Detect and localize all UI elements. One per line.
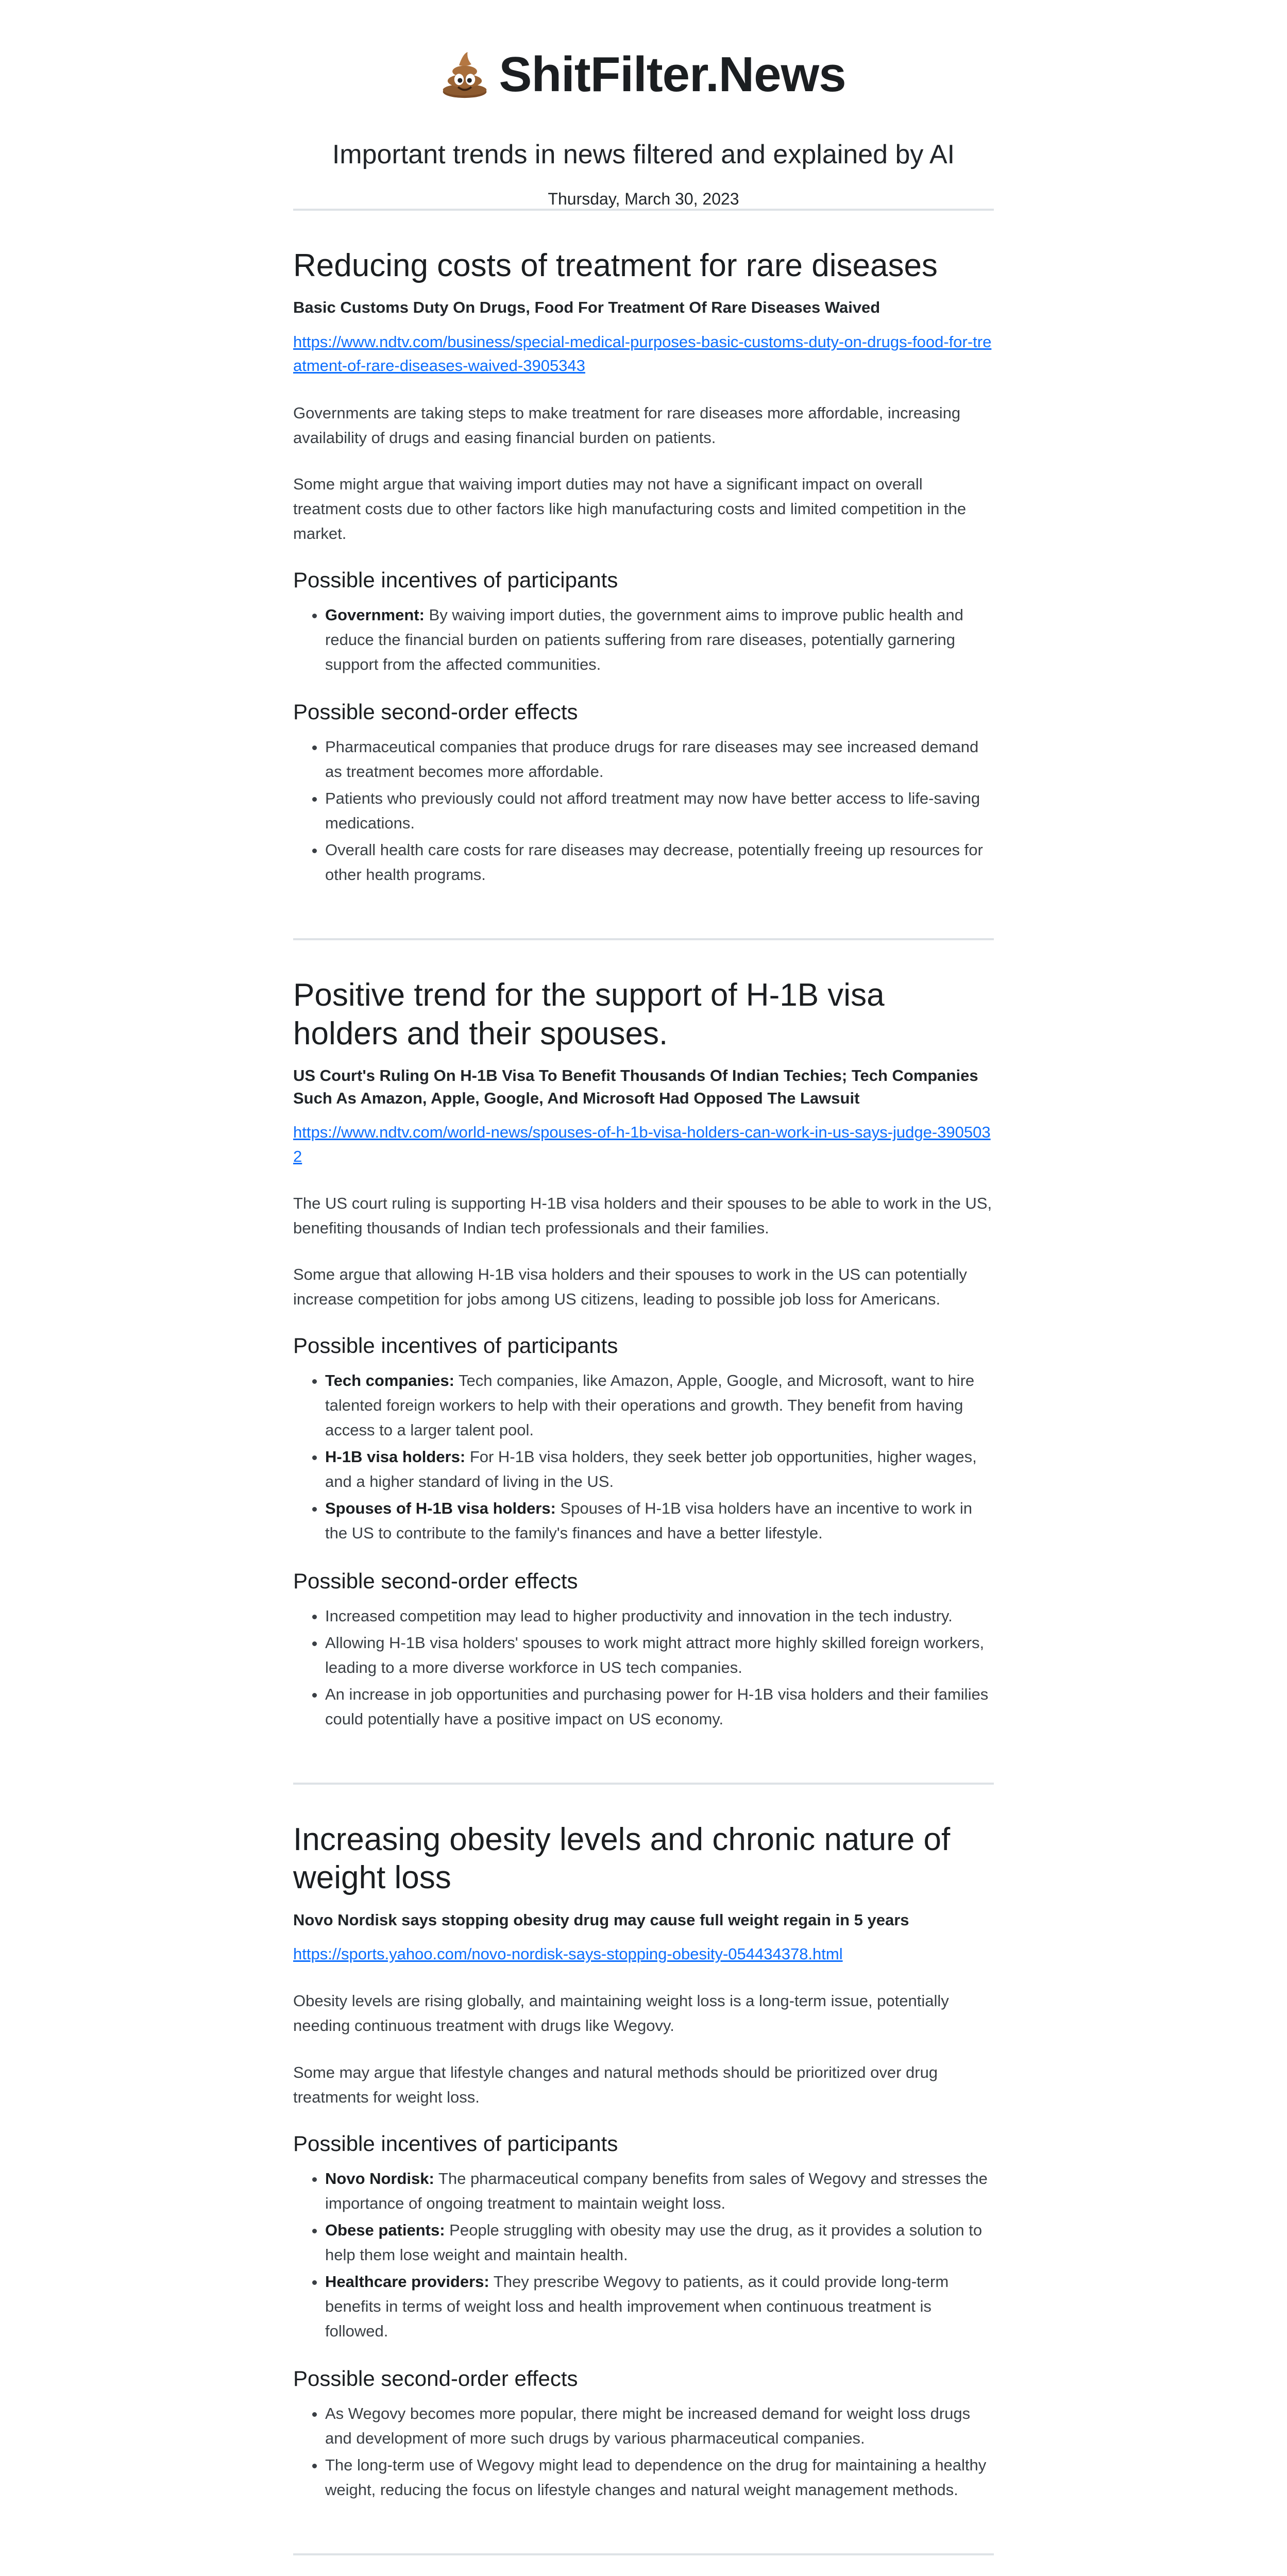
list-item: • Pharmaceutical companies that produce drugs for rare diseases may see increased demand as treatment becomes more affordable. [325, 735, 994, 784]
effects-heading: Possible second-order effects [293, 1568, 578, 1593]
news-article [293, 2555, 994, 2576]
article-summary: Obesity levels are rising globally, and maintaining weight loss is a long-term issue, potentially needing continuous treatment with drugs like Wegovy. [293, 1992, 949, 2035]
list-item [325, 2269, 994, 2344]
date-label: Thursday, March 30, 2023 [548, 190, 739, 208]
site-header [293, 0, 994, 209]
list-item [325, 1368, 994, 1443]
article-source-link[interactable]: https://www.ndtv.com/world-news/spouses-of-h-1b-visa-holders-can-work-in-us-says-judge-3905032 [293, 1123, 991, 1165]
list-item: • Patients who previously could not afford treatment may now have better access to life-saving medications. [325, 786, 994, 836]
article-title: Positive trend for the support of H-1B visa holders and their spouses. [293, 977, 885, 1052]
incentive-actor: Healthcare providers: [325, 2272, 489, 2291]
article-headline: Basic Customs Duty On Drugs, Food For Treatment Of Rare Diseases Waived [293, 298, 880, 317]
site-title: ShitFilter.News [499, 47, 846, 102]
incentive-actor: Obese patients: [325, 2221, 445, 2239]
article-headline: US Court's Ruling On H-1B Visa To Benefit Thousands Of Indian Techies; Tech Companies Such As Amazon, Apple, Google, And Microsoft Had Opposed The Lawsuit [293, 1066, 978, 1107]
incentives-heading: Possible incentives of participants [293, 568, 618, 592]
article-title: Reducing costs of treatment for rare diseases [293, 248, 938, 283]
list-item [325, 1445, 994, 1494]
logo-row [293, 46, 994, 103]
incentives-list [293, 2166, 994, 2344]
list-item [325, 2218, 994, 2267]
list-item [325, 1496, 994, 1546]
incentive-actor: Novo Nordisk: [325, 2169, 434, 2188]
incentive-text: Tech companies, like Amazon, Apple, Google, and Microsoft, want to hire talented foreign workers to help with their operations and growth. They benefit from having access to a larger talent pool. [325, 1371, 975, 1439]
news-article [293, 1785, 994, 2553]
incentive-actor: Tech companies: [325, 1371, 454, 1390]
article-counterpoint: Some argue that allowing H-1B visa holders and their spouses to work in the US can potentially increase competition for jobs among US citizens, leading to possible job loss for Americans. [293, 1265, 967, 1309]
article-headline: Novo Nordisk says stopping obesity drug may cause full weight regain in 5 years [293, 1910, 909, 1929]
list-item: • Overall health care costs for rare diseases may decrease, potentially freeing up resources for other health programs. [325, 838, 994, 887]
article-title: Increasing obesity levels and chronic nature of weight loss [293, 1821, 951, 1896]
list-item: • The long-term use of Wegovy might lead to dependence on the drug for maintaining a healthy weight, reducing the focus on lifestyle changes and natural weight management methods. [325, 2453, 994, 2502]
incentive-text: By waiving import duties, the government aims to improve public health and reduce the financial burden on patients suffering from rare diseases, potentially garnering support from the affected communities. [325, 606, 963, 674]
article-source-link[interactable]: https://sports.yahoo.com/novo-nordisk-says-stopping-obesity-054434378.html [293, 1944, 843, 1963]
list-item [325, 2166, 994, 2216]
news-article [293, 940, 994, 1782]
incentive-text: For H-1B visa holders, they seek better job opportunities, higher wages, and a higher standard of living in the US. [325, 1448, 977, 1491]
article-summary: Governments are taking steps to make treatment for rare diseases more affordable, increasing availability of drugs and easing financial burden on patients. [293, 403, 961, 447]
incentives-list [293, 603, 994, 677]
list-item: • An increase in job opportunities and purchasing power for H-1B visa holders and their families could potentially have a positive impact on US economy. [325, 1682, 994, 1732]
effects-list [293, 2401, 994, 2502]
incentive-text: The pharmaceutical company benefits from sales of Wegovy and stresses the importance of ongoing treatment to maintain weight loss. [325, 2169, 988, 2212]
effects-list [293, 1604, 994, 1732]
article-counterpoint: Some might argue that waiving import duties may not have a significant impact on overall treatment costs due to other factors like high manufacturing costs and limited competition in the market. [293, 474, 967, 543]
poop-emoji-icon [441, 51, 488, 98]
news-article [293, 211, 994, 938]
list-item: • Allowing H-1B visa holders' spouses to work might attract more highly skilled foreign workers, leading to a more diverse workforce in US tech companies. [325, 1631, 994, 1680]
incentives-heading: Possible incentives of participants [293, 2131, 618, 2156]
incentive-text: They prescribe Wegovy to patients, as it could provide long-term benefits in terms of weight loss and health improvement when continuous treatment is followed. [325, 2272, 949, 2340]
list-item [325, 603, 994, 677]
effects-heading: Possible second-order effects [293, 700, 578, 724]
incentive-actor: H-1B visa holders: [325, 1448, 466, 1466]
tagline: Important trends in news filtered and explained by AI [332, 140, 955, 170]
incentives-list [293, 1368, 994, 1546]
incentive-actor: Government: [325, 606, 425, 624]
article-summary: The US court ruling is supporting H-1B visa holders and their spouses to be able to work in the US, benefiting thousands of Indian tech professionals and their families. [293, 1194, 992, 1238]
page-container [293, 0, 994, 2576]
incentive-text: People struggling with obesity may use the drug, as it provides a solution to help them lose weight and maintain health. [325, 2221, 983, 2264]
effects-list [293, 735, 994, 887]
list-item: • As Wegovy becomes more popular, there might be increased demand for weight loss drugs and development of more such drugs by various pharmaceutical companies. [325, 2401, 994, 2451]
incentives-heading: Possible incentives of participants [293, 1333, 618, 1358]
effects-heading: Possible second-order effects [293, 2366, 578, 2391]
article-source-link[interactable]: https://www.ndtv.com/business/special-medical-purposes-basic-customs-duty-on-drugs-food-for-treatment-of-rare-diseases-waived-3905343 [293, 332, 992, 375]
incentive-text: Spouses of H-1B visa holders have an incentive to work in the US to contribute to the family's finances and have a better lifestyle. [325, 1499, 973, 1543]
incentive-actor: Spouses of H-1B visa holders: [325, 1499, 556, 1518]
list-item: • Increased competition may lead to higher productivity and innovation in the tech industry. [325, 1604, 994, 1629]
article-counterpoint: Some may argue that lifestyle changes and natural methods should be prioritized over drug treatments for weight loss. [293, 2063, 938, 2106]
